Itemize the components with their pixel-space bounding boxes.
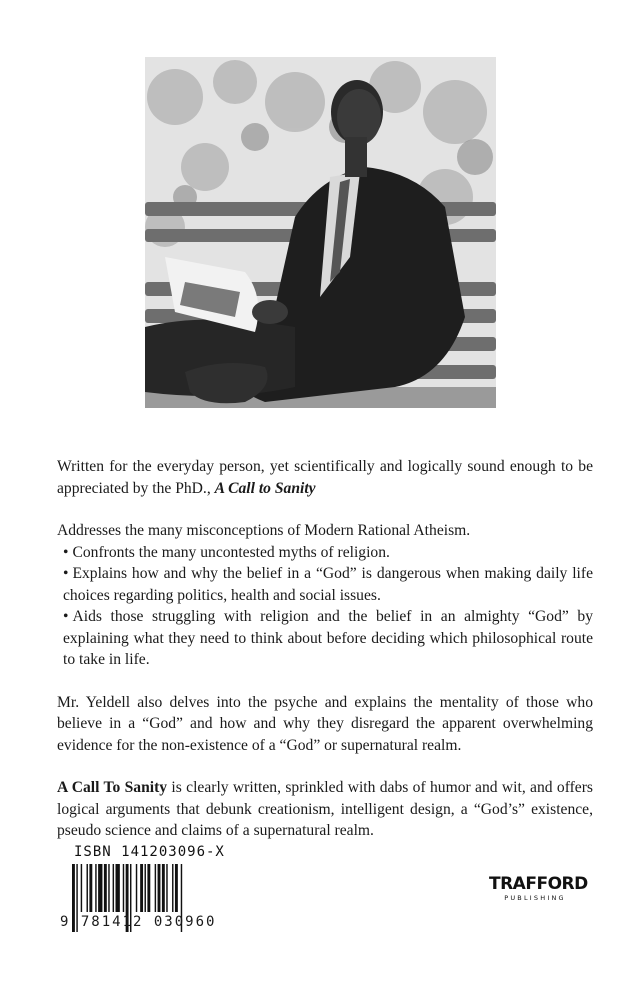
intro-paragraph (57, 456, 593, 499)
barcode-bar (87, 864, 88, 912)
barcode-bar (162, 864, 165, 912)
bullet-icon: • (63, 565, 69, 582)
bullet-icon: • (63, 543, 69, 561)
barcode-bar (89, 864, 92, 912)
barcode-bar (155, 864, 156, 912)
barcode-bar (145, 864, 146, 912)
barcode-digits: 9 781412 030960 (60, 914, 217, 930)
addresses-paragraph: Addresses the many misconceptions of Modern Rational Atheism. (57, 522, 471, 539)
feature-list (57, 542, 593, 671)
publisher-subtitle: PUBLISHING (504, 894, 566, 902)
feature-text: Aids those struggling with religion and the belief in an almighty “God” by explaining what they need to think about before deciding which philosophical route to take in life. (63, 608, 593, 668)
barcode-bar (140, 864, 143, 912)
feature-text: Explains how and why the belief in a “God” is dangerous when making daily life choices regarding politics, health and social issues. (63, 565, 593, 604)
author-photo (145, 57, 496, 408)
barcode-bar (95, 864, 96, 912)
publisher-name: TRAFFORD (489, 874, 588, 894)
isbn-label: ISBN 141203096-X (74, 844, 225, 860)
barcode-bar (147, 864, 150, 912)
barcode-bar (123, 864, 124, 912)
barcode-bar (104, 864, 107, 912)
psyche-paragraph: Mr. Yeldell also delves into the psyche and explains the mentality of those who believe in a “God” and how and why they disregard the apparent overwhelming evidence for the non-existence of a “God” or supernatural realm. (57, 693, 593, 754)
barcode-bar (113, 864, 114, 912)
feature-text: Confronts the many uncontested myths of religion. (72, 543, 390, 561)
barcode-bar (98, 864, 102, 912)
summary-paragraph (57, 777, 593, 842)
barcode-bar (116, 864, 120, 912)
feature-item (57, 606, 593, 671)
summary-text: is clearly written, sprinkled with dabs of humor and wit, and offers logical arguments that debunk creationism, intelligent design, a “God’s” existence, pseudo science and claims of a supernatural realm. (57, 779, 593, 839)
author-photo-illustration (145, 57, 496, 408)
barcode-bar (175, 864, 178, 912)
feature-item (57, 563, 593, 606)
feature-item (57, 542, 593, 564)
intro-text: Written for the everyday person, yet scientifically and logically sound enough to be appreciated by the PhD., (57, 458, 593, 497)
publisher-logo (489, 874, 588, 902)
barcode-bar (172, 864, 173, 912)
barcode-bar (166, 864, 167, 912)
barcode-bar (108, 864, 109, 912)
summary-book-title: A Call To Sanity (57, 779, 168, 796)
barcode-bar (136, 864, 137, 912)
barcode-bar (81, 864, 82, 912)
bullet-icon: • (63, 608, 69, 625)
intro-book-title: A Call to Sanity (214, 479, 316, 497)
barcode-bar (158, 864, 161, 912)
back-cover-blurb (57, 456, 593, 842)
